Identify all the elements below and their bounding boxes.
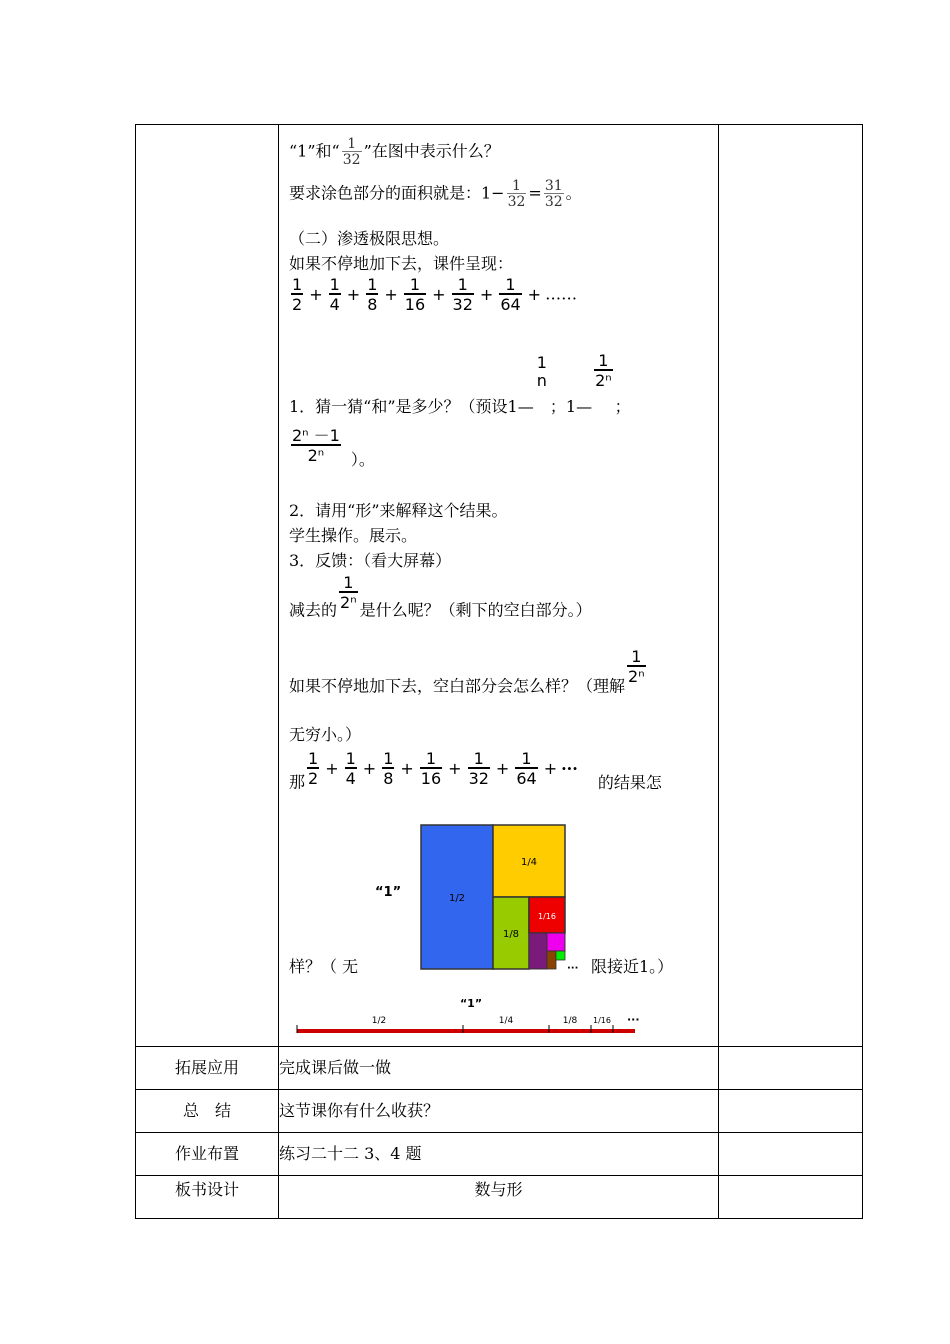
series2-plus-1: + (325, 759, 339, 778)
series2-fraction-4: $\frac{1}{4}$ (345, 749, 356, 788)
plus-sign: + (527, 285, 542, 304)
equals-sign: = (528, 183, 542, 203)
guess-end: ）。 (350, 449, 375, 469)
fraction-2n-minus-1: $\frac{\text{2ⁿ －1}}{\text{2ⁿ}}$ (292, 426, 340, 465)
summary-label: 总 结 (136, 1090, 279, 1133)
lesson-plan-table (135, 124, 863, 1219)
number-line-figure (293, 995, 653, 1037)
q1-open-text: “1”和“ (289, 141, 340, 161)
q2-text: 要求涂色部分的面积就是：1− (289, 183, 505, 203)
board-content: 数与形 (279, 1176, 719, 1219)
sum-dots: ··· (561, 759, 578, 778)
figure-one-label: “1” (375, 885, 402, 900)
sum-post: 的结果怎 (597, 772, 662, 792)
conclusion-post: 限接近1。） (591, 957, 674, 976)
tiny-block (556, 951, 565, 960)
process-content-cell (279, 125, 719, 1047)
nl-label-eighth: 1/8 (562, 1016, 578, 1026)
series1-plus-2: + (346, 285, 361, 304)
area-model-figure (375, 821, 579, 975)
sum-line (289, 751, 662, 793)
series2-fraction-2: $\frac{1}{2}$ (308, 749, 319, 788)
nl-dots: ··· (627, 1013, 640, 1026)
process-notes-cell (719, 125, 863, 1047)
summary-content: 这节课你有什么收获？ (279, 1090, 719, 1133)
fraction-1-n: 1 n (536, 353, 547, 390)
fraction-1-32-b: $\frac{1}{32}$ (507, 178, 526, 210)
question-1-line (289, 137, 500, 167)
q2-end: 。 (565, 183, 582, 203)
figure-dots: ··· (567, 963, 579, 974)
series1-fraction-4: $\frac{1}{4}$ (329, 275, 340, 314)
row-board (136, 1176, 863, 1219)
thirty-second-block (529, 933, 547, 969)
nl-label-half: 1/2 (371, 1016, 387, 1026)
student-line: 学生操作。展示。 (289, 526, 418, 545)
blank-post: 无穷小。） (289, 725, 362, 744)
minus-line (289, 575, 592, 621)
plus-sign-2: + (543, 759, 558, 778)
nl-label-sixteenth: 1/16 (593, 1016, 611, 1025)
series2-plus-3: + (400, 759, 414, 778)
series2-fraction-16: $\frac{1}{16}$ (420, 749, 442, 788)
fraction-1-2n: $\frac{1}{\text{2ⁿ}}$ (595, 351, 612, 390)
series1-fraction-32: $\frac{1}{32}$ (452, 275, 473, 314)
summary-notes (719, 1090, 863, 1133)
process-row (136, 125, 863, 1047)
fraction-1-2n-b: $\frac{1}{\text{2ⁿ}}$ (340, 573, 357, 612)
half-label: 1/2 (448, 893, 466, 904)
nl-label-quarter: 1/4 (498, 1016, 514, 1026)
extension-label: 拓展应用 (136, 1047, 279, 1090)
feedback-line: 3．反馈：（看大屏幕） (289, 551, 452, 570)
series2-fraction-8: $\frac{1}{8}$ (383, 749, 394, 788)
quarter-label: 1/4 (520, 857, 538, 868)
explain-line: 2．请用“形”来解释这个结果。 (289, 501, 508, 520)
series-expression (289, 275, 524, 314)
series1-fraction-64: $\frac{1}{64}$ (500, 275, 521, 314)
extension-notes (719, 1047, 863, 1090)
fraction-31-32: $\frac{31}{32}$ (544, 178, 563, 210)
sixty-fourth-block (547, 933, 565, 951)
fraction-1-2n-c: $\frac{1}{\text{2ⁿ}}$ (628, 647, 645, 686)
series-ellipsis: …… (545, 284, 578, 304)
next-block (547, 951, 556, 969)
series2-plus-2: + (362, 759, 377, 778)
guess-sep: ；1— (549, 397, 593, 416)
series1-plus-4: + (432, 285, 446, 304)
guess-line-2 (289, 428, 375, 470)
sixteenth-label: 1/16 (538, 912, 556, 921)
homework-label: 作业布置 (136, 1133, 279, 1176)
series1-plus-5: + (479, 285, 494, 304)
series2-fraction-32: $\frac{1}{32}$ (468, 749, 489, 788)
row-homework (136, 1133, 863, 1176)
row-summary (136, 1090, 863, 1133)
sum-pre: 那 (289, 772, 306, 792)
sum-expression (305, 749, 540, 788)
series1-fraction-16: $\frac{1}{16}$ (404, 275, 426, 314)
series1-fraction-8: $\frac{1}{8}$ (367, 275, 378, 314)
blank-pre: 如果不停地加下去，空白部分会怎么样？（理解 (289, 676, 626, 696)
homework-notes (719, 1133, 863, 1176)
question-2-line (289, 179, 582, 209)
series2-plus-5: + (495, 759, 510, 778)
board-notes (719, 1176, 863, 1219)
intro-line: 如果不停地加下去，课件呈现： (289, 254, 514, 273)
guess-line (289, 353, 631, 417)
row-extension (136, 1047, 863, 1090)
minus-pre: 减去的 (289, 600, 338, 620)
guess-semicolon: ； (614, 397, 631, 416)
section-heading: （二）渗透极限思想。 (289, 229, 450, 248)
eighth-label: 1/8 (502, 929, 520, 940)
conclusion-pre: 样？（ 无 (289, 957, 359, 976)
minus-post: 是什么呢？（剩下的空白部分。） (359, 600, 592, 620)
q1-close-text: ”在图中表示什么？ (363, 141, 500, 161)
series2-plus-4: + (448, 759, 462, 778)
series2-fraction-64: $\frac{1}{64}$ (516, 749, 537, 788)
blank-line (289, 649, 648, 697)
guess-text: 1．猜一猜“和”是多少？（预设1— (289, 397, 534, 416)
number-line-one-label: “1” (459, 997, 483, 1010)
series-line-1 (289, 277, 577, 313)
board-label: 板书设计 (136, 1176, 279, 1219)
process-label-cell (136, 125, 279, 1047)
series1-plus-1: + (309, 285, 323, 304)
fraction-1-32: $\frac{1}{32}$ (342, 136, 361, 168)
series1-fraction-2: $\frac{1}{2}$ (292, 275, 303, 314)
homework-content: 练习二十二 3、4 题 (279, 1133, 719, 1176)
extension-content: 完成课后做一做 (279, 1047, 719, 1090)
series1-plus-3: + (384, 285, 398, 304)
